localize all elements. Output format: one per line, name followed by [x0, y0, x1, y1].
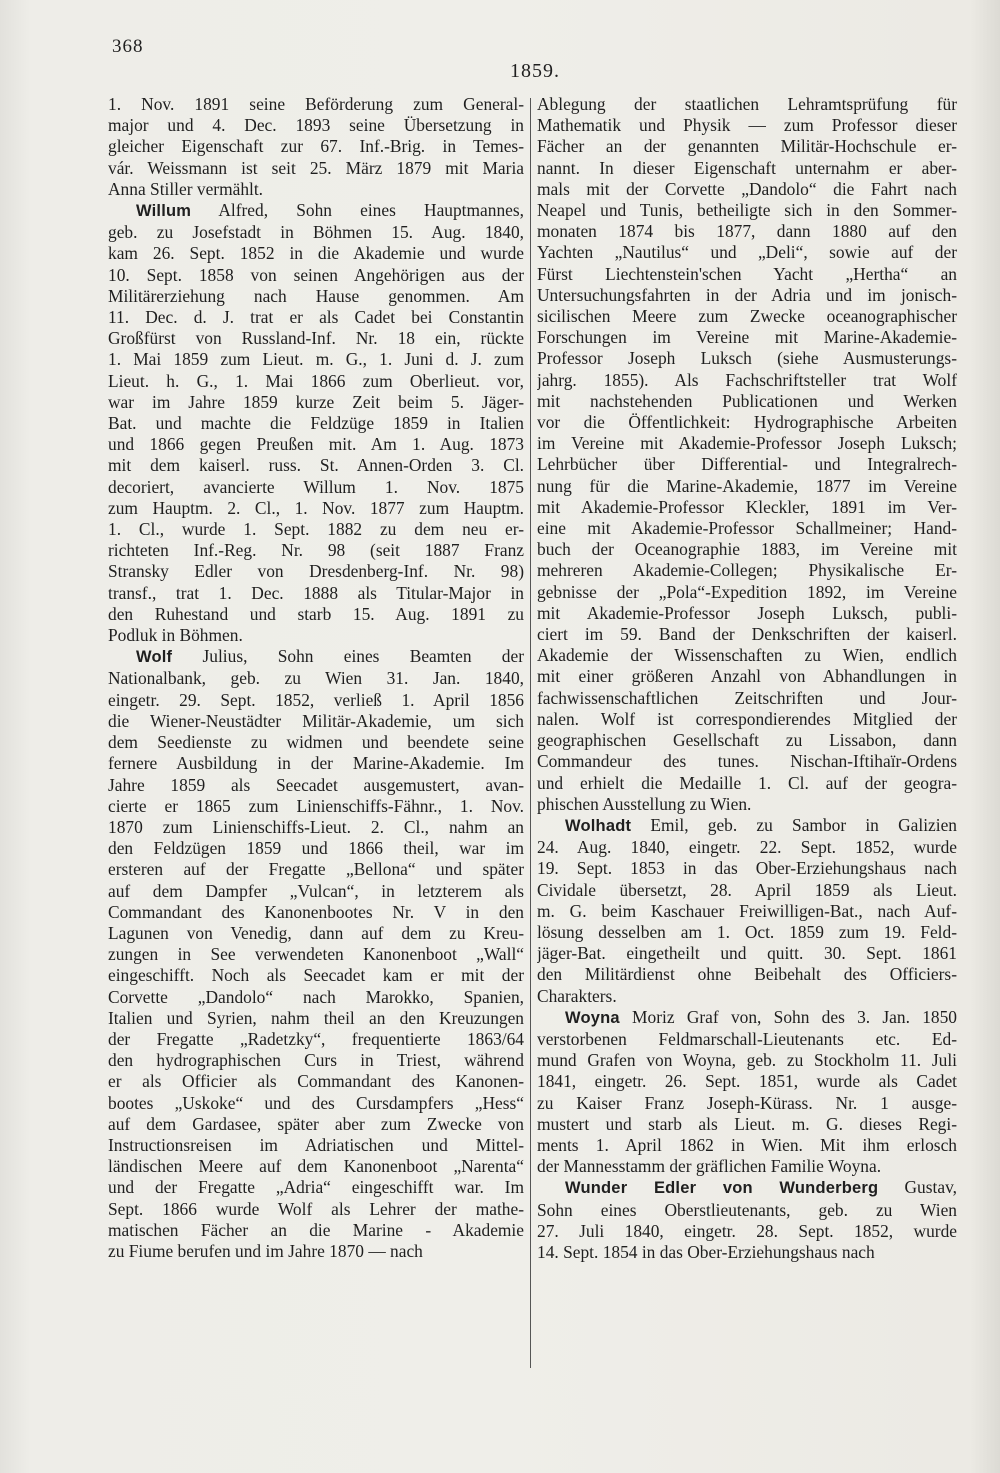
text-line: Nationalbank, geb. zu Wien 31. Jan. 1840,	[108, 668, 524, 689]
entry-name: Willum	[136, 202, 192, 221]
text-line: m. G. beim Kaschauer Freiwilligen-Bat., nach Auf-	[537, 900, 957, 921]
biography-entry	[108, 646, 524, 1262]
text-line	[108, 646, 524, 668]
text-line: Bat. und machte die Feldzüge 1859 in Italien	[108, 413, 524, 434]
text-line: 27. Juli 1840, eingetr. 28. Sept. 1852, wurde	[537, 1220, 957, 1241]
text-line: mals mit der Corvette „Dandolo“ die Fahrt nach	[537, 178, 957, 199]
text-line: 1841, eingetr. 26. Sept. 1851, wurde als Cadet	[537, 1071, 957, 1092]
text-line: 1870 zum Linienschiffs-Lieut. 2. Cl., nahm an	[108, 816, 524, 837]
text-line: ciert im 59. Band der Denkschriften der kaiserl.	[537, 624, 957, 645]
text-line	[537, 815, 957, 837]
text-line: zum Hauptm. 2. Cl., 1. Nov. 1877 zum Hauptm.	[108, 497, 524, 518]
text-line: Fürst Liechtenstein'schen Yacht „Hertha“ an	[537, 263, 957, 284]
text-line: eingeschifft. Noch als Seecadet kam er mit der	[108, 965, 524, 986]
text-line: mit dem kaiserl. russ. St. Annen-Orden 3. Cl.	[108, 455, 524, 476]
running-head-year: 1859.	[510, 60, 560, 82]
text-line: 10. Sept. 1858 von seinen Angehörigen aus der	[108, 264, 524, 285]
text-line: mit Akademie-Professor Kleckler, 1891 im Ver-	[537, 496, 957, 517]
text-line: Mathematik und Physik — zum Professor dieser	[537, 115, 957, 136]
text-line: die Wiener-Neustädter Militär-Akademie, um sich	[108, 710, 524, 731]
text-line: Professor Joseph Luksch (siehe Ausmusterungs-	[537, 348, 957, 369]
text-line: zu Fiume berufen und im Jahre 1870 — nach	[108, 1240, 423, 1261]
text-line: Anna Stiller vermählt.	[108, 178, 264, 199]
text-line: dem Seedienste zu widmen und beendete seine	[108, 732, 524, 753]
text-line: kam 26. Sept. 1852 in die Akademie und wurde	[108, 243, 524, 264]
text-line: und erhielt die Medaille 1. Cl. auf der geogra-	[537, 772, 957, 793]
text-line: Sept. 1866 wurde Wolf als Lehrer der mathe-	[108, 1198, 524, 1219]
text-line: matischen Fächer an die Marine - Akademie	[108, 1219, 524, 1240]
text-line	[537, 1177, 957, 1199]
text-line: Untersuchungsfahrten in der Adria und im jonisch-	[537, 284, 957, 305]
text-line: Militärerziehung nach Hause genommen. Am	[108, 285, 524, 306]
text-line: und 1866 gegen Preußen mit. Am 1. Aug. 1873	[108, 434, 524, 455]
text-line: Lagunen von Venedig, dann auf dem zu Kreu-	[108, 922, 524, 943]
text-line: im Vereine mit Akademie-Professor Joseph Luksch;	[537, 433, 957, 454]
text-line: der Mannesstamm der gräflichen Familie Woyna.	[537, 1156, 882, 1177]
text-line: Akademie der Wissenschaften zu Wien, endlich	[537, 645, 957, 666]
text-line: der Fregatte „Radetzky“, frequentierte 1863/64	[108, 1028, 524, 1049]
text-line: er als Officier als Commandant des Kanonen-	[108, 1071, 524, 1092]
text-line: major und 4. Dec. 1893 seine Übersetzung in	[108, 115, 524, 136]
text-line	[108, 200, 524, 222]
text-line: decoriert, avancierte Willum 1. Nov. 1875	[108, 476, 524, 497]
left-column	[108, 94, 524, 1262]
text-line: geographischen Gesellschaft zu Lissabon, dann	[537, 730, 957, 751]
text-line: Lehrbücher über Differential- und Integralrech-	[537, 454, 957, 475]
text-line: vár. Weissmann ist seit 25. März 1879 mit Maria	[108, 157, 524, 178]
text-line: zungen in See verwendeten Kanonenboot „Wall“	[108, 944, 524, 965]
text-line: eingetr. 29. Sept. 1852, verließ 1. April 1856	[108, 689, 524, 710]
text-line: buch der Oceanographie 1883, im Vereine mit	[537, 539, 957, 560]
text-line: mund Grafen von Woyna, geb. zu Stockholm 11. Juli	[537, 1050, 957, 1071]
text-line: mit Akademie-Professor Joseph Luksch, publi-	[537, 602, 957, 623]
text-line: phischen Ausstellung zu Wien.	[537, 793, 752, 814]
entry-text: Moriz Graf von, Sohn des 3. Jan. 1850	[619, 1006, 957, 1027]
text-line: Charakters.	[537, 985, 617, 1006]
page-number: 368	[112, 36, 144, 57]
entry-name: Wunder Edler von Wunderberg	[565, 1179, 879, 1198]
text-line	[537, 1007, 957, 1029]
text-line: Commandant des Kanonenbootes Nr. V in den	[108, 901, 524, 922]
text-line: den hydrographischen Curs in Triest, während	[108, 1050, 524, 1071]
biography-entry	[537, 815, 957, 1007]
text-line: fachwissenschaftlichen Zeitschriften und Jour-	[537, 687, 957, 708]
column-divider	[530, 98, 531, 1368]
text-line: Italien und Syrien, nahm theil an den Kreuzungen	[108, 1007, 524, 1028]
text-line: jäger-Bat. eingetheilt und quitt. 30. Sept. 1861	[537, 943, 957, 964]
text-line: den Feldzügen 1859 und 1866 theil, war im	[108, 838, 524, 859]
text-line: cierte er 1865 zum Linienschiffs-Fähnr., 1. Nov.	[108, 795, 524, 816]
text-line: ments 1. April 1862 in Wien. Mit ihm erlosch	[537, 1134, 957, 1155]
biography-entry	[108, 200, 524, 646]
entry-name: Woyna	[565, 1008, 620, 1027]
text-line: 1. Nov. 1891 seine Beförderung zum General-	[108, 94, 524, 114]
text-line: auf dem Gardasee, später aber zum Zwecke von	[108, 1113, 524, 1134]
text-line: 24. Aug. 1840, eingetr. 22. Sept. 1852, wurde	[537, 837, 957, 858]
text-line: bootes „Uskoke“ und des Cursdampfers „Hess“	[108, 1092, 524, 1113]
text-line: mit einer größeren Anzahl von Abhandlungen in	[537, 666, 957, 687]
right-column	[537, 94, 957, 1263]
text-line: Großfürst von Russland-Inf. Nr. 18 ein, rückte	[108, 328, 524, 349]
text-line: war im Jahre 1859 kurze Zeit beim 5. Jäger-	[108, 391, 524, 412]
text-line: nung für die Marine-Akademie, 1877 im Vereine	[537, 475, 957, 496]
entry-name: Wolhadt	[565, 816, 632, 835]
entry-text: Emil, geb. zu Sambor in Galizien	[631, 814, 957, 835]
text-line: monaten 1874 bis 1877, dann 1880 auf den	[537, 221, 957, 242]
text-line: zu Kaiser Franz Joseph-Kürass. Nr. 1 ausge-	[537, 1092, 957, 1113]
text-line: richteten Inf.-Reg. Nr. 98 (seit 1887 Franz	[108, 540, 524, 561]
text-line: lösung desselben am 1. Oct. 1859 zum 19. Feld-	[537, 921, 957, 942]
text-line: Stransky Edler von Dresdenberg-Inf. Nr. 98)	[108, 561, 524, 582]
text-line: Commandeur des tunes. Nischan-Iftihaïr-Ordens	[537, 751, 957, 772]
biography-entry	[537, 1007, 957, 1178]
text-line: 14. Sept. 1854 in das Ober-Erziehungshaus nach	[537, 1241, 875, 1262]
text-line: Podluk in Böhmen.	[108, 625, 243, 646]
text-line: nannt. In dieser Eigenschaft unternahm er aber-	[537, 157, 957, 178]
text-line: mustert und starb als Lieut. m. G. dieses Regi-	[537, 1113, 957, 1134]
text-line: sicilischen Meere zum Zwecke oceanographischer	[537, 306, 957, 327]
text-line: Instructionsreisen im Adriatischen und Mittel-	[108, 1134, 524, 1155]
text-line: gebnisse der „Pola“-Expedition 1892, im Vereine	[537, 581, 957, 602]
text-line: fernere Ausbildung in der Marine-Akademie. Im	[108, 753, 524, 774]
entry-continuation	[108, 94, 524, 200]
text-line: Lieut. h. G., 1. Mai 1866 zum Oberlieut. vor,	[108, 370, 524, 391]
text-line: Ablegung der staatlichen Lehramtsprüfung für	[537, 94, 957, 114]
entry-continuation	[537, 94, 957, 815]
text-line: ländischen Meere auf dem Kanonenboot „Narenta“	[108, 1156, 524, 1177]
text-line: geb. zu Josefstadt in Böhmen 15. Aug. 1840,	[108, 222, 524, 243]
text-line: Forschungen im Vereine mit Marine-Akademie-	[537, 327, 957, 348]
text-line: ersteren auf der Fregatte „Bellona“ und später	[108, 859, 524, 880]
text-line: Corvette „Dandolo“ nach Marokko, Spanien,	[108, 986, 524, 1007]
text-line: Jahre 1859 als Seecadet ausgemustert, avan-	[108, 774, 524, 795]
entry-name: Wolf	[136, 648, 173, 667]
text-line: Cividale übersetzt, 28. April 1859 als Lieut.	[537, 879, 957, 900]
text-line: 1. Mai 1859 zum Lieut. m. G., 1. Juni d. J. zum	[108, 349, 524, 370]
text-line: Yachten „Nautilus“ und „Deli“, sowie auf der	[537, 242, 957, 263]
text-line: verstorbenen Feldmarschall-Lieutenants etc. Ed-	[537, 1028, 957, 1049]
biography-entry	[537, 1177, 957, 1263]
entry-text: Julius, Sohn eines Beamten der	[172, 646, 524, 667]
text-line: transf., trat 1. Dec. 1888 als Titular-Major in	[108, 582, 524, 603]
entry-text: Alfred, Sohn eines Hauptmannes,	[191, 200, 524, 221]
text-line: Sohn eines Oberstlieutenants, geb. zu Wien	[537, 1199, 957, 1220]
text-line: 11. Dec. d. J. trat er als Cadet bei Constantin	[108, 307, 524, 328]
text-line: mehreren Akademie-Collegen; Physikalische Er-	[537, 560, 957, 581]
text-line: nalen. Wolf ist correspondierendes Mitglied der	[537, 708, 957, 729]
text-line: 1. Cl., wurde 1. Sept. 1882 zu dem neu er-	[108, 519, 524, 540]
text-line: Fächer an der genannten Militär-Hochschule er-	[537, 136, 957, 157]
text-line: und der Fregatte „Adria“ eingeschifft war. Im	[108, 1177, 524, 1198]
entry-text: Gustav,	[878, 1177, 957, 1198]
text-line: jahrg. 1855). Als Fachschriftsteller trat Wolf	[537, 369, 957, 390]
text-line: eine mit Akademie-Professor Schallmeiner; Hand-	[537, 518, 957, 539]
text-line: gleicher Eigenschaft zur 67. Inf.-Brig. in Temes-	[108, 136, 524, 157]
text-line: auf dem Dampfer „Vulcan“, in letzterem als	[108, 880, 524, 901]
text-line: Neapel und Tunis, betheiligte sich in den Sommer-	[537, 200, 957, 221]
text-line: den Militärdienst ohne Beibehalt des Officiers-	[537, 964, 957, 985]
text-line: vor die Öffentlichkeit: Hydrographische Arbeiten	[537, 412, 957, 433]
text-line: den Ruhestand und starb 15. Aug. 1891 zu	[108, 603, 524, 624]
text-line: 19. Sept. 1853 in das Ober-Erziehungshaus nach	[537, 858, 957, 879]
text-line: mit nachstehenden Publicationen und Werken	[537, 390, 957, 411]
